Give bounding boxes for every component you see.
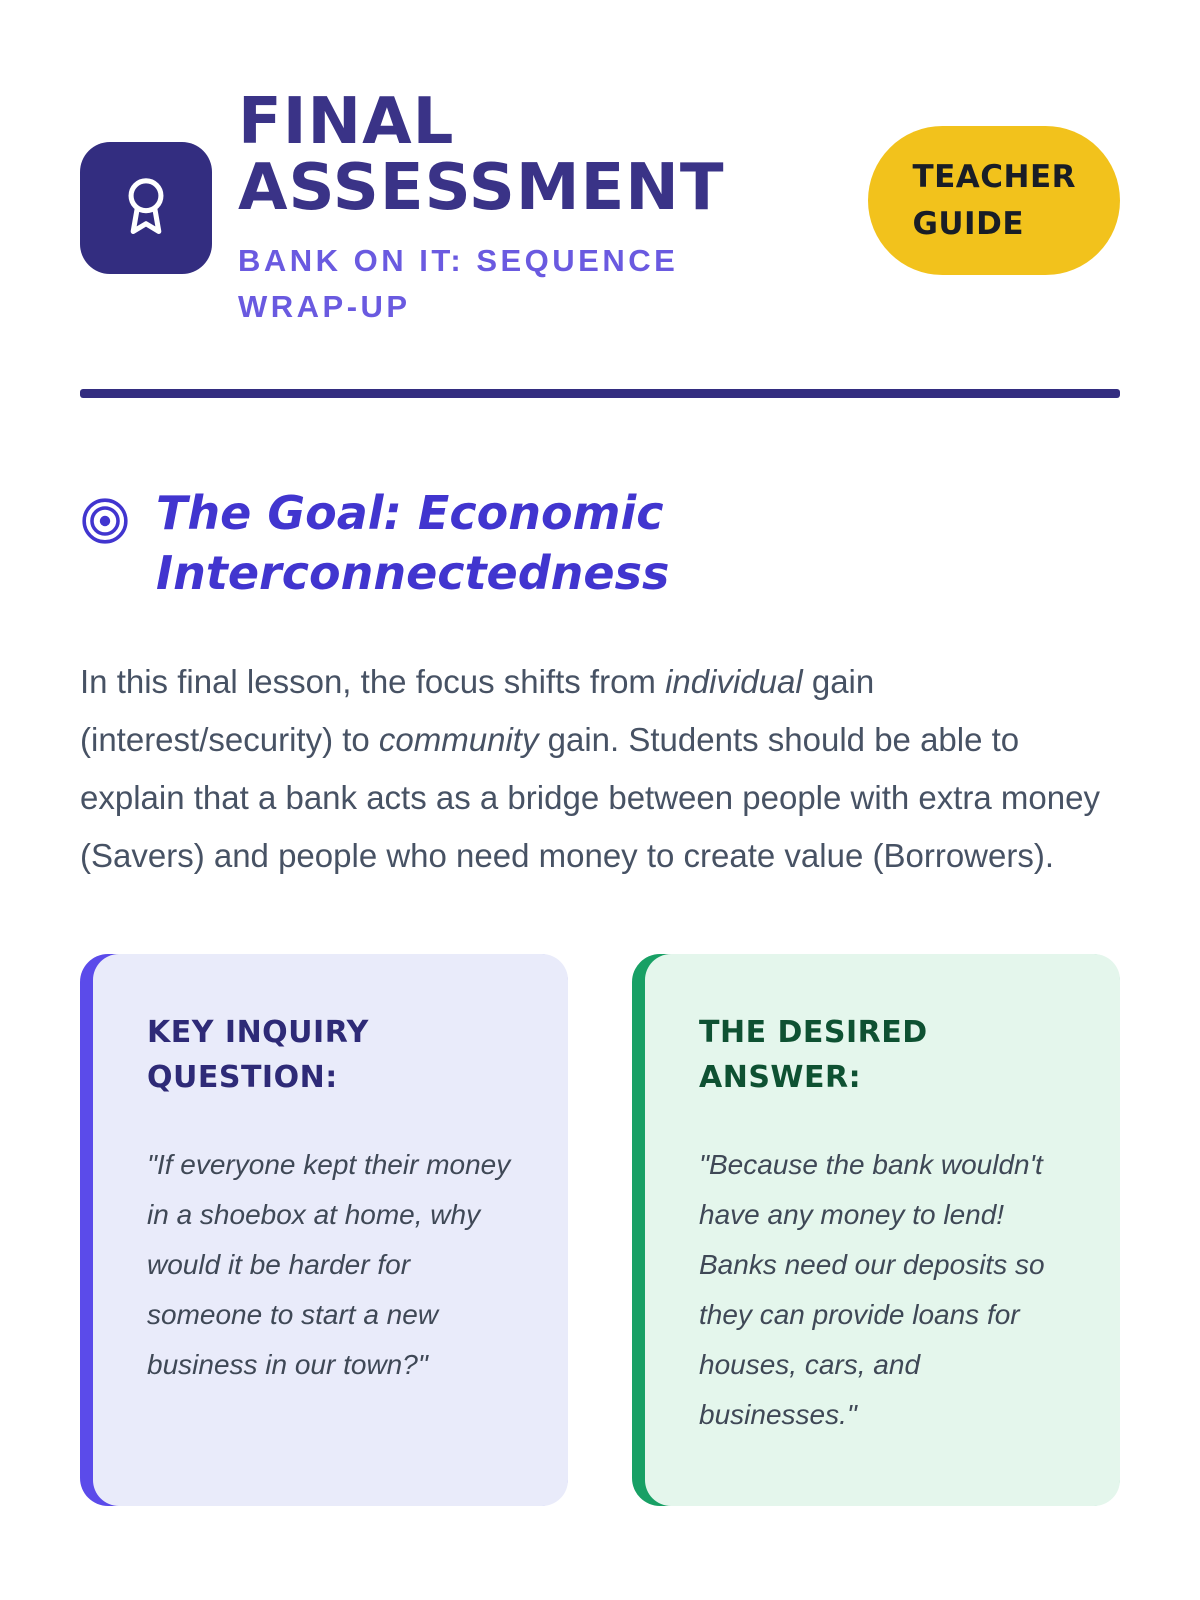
- page-title-line1: FINAL: [238, 85, 455, 159]
- goal-heading: The Goal: Economic Interconnectedness: [156, 485, 670, 600]
- desired-answer-card-inner: [645, 954, 1120, 1506]
- desired-answer-body: "Because the bank wouldn't have any money to lend! Banks need our deposits so they can provide loans for houses, cars, and businesses.": [699, 1149, 1045, 1430]
- intro-part3: gain. Students should be able to explain that a bank acts as a bridge between people with extra money (Savers) and people who need money to create value (Borrowers).: [80, 721, 1100, 874]
- divider: [80, 389, 1120, 398]
- goal-section: [80, 484, 1120, 604]
- page-title-line2: ASSESSMENT: [238, 150, 725, 225]
- key-inquiry-card-inner: [93, 954, 568, 1506]
- key-inquiry-card: [80, 954, 568, 1506]
- page-subtitle: BANK ON IT: SEQUENCE WRAP-UP: [238, 242, 679, 325]
- cards-row: [80, 954, 1120, 1506]
- header: [80, 85, 1120, 331]
- key-inquiry-body: "If everyone kept their money in a shoebox at home, why would it be harder for someone to start a new business in our town?": [147, 1149, 511, 1380]
- award-icon-box: [80, 142, 212, 274]
- desired-answer-title: THE DESIRED ANSWER:: [699, 1015, 928, 1096]
- desired-answer-card: [632, 954, 1120, 1506]
- teacher-guide-badge-text: [912, 154, 1076, 247]
- header-text: [238, 85, 783, 331]
- intro-part2: gain (interest/security) to: [80, 663, 875, 759]
- intro-paragraph: [80, 653, 1120, 884]
- intro-part1: In this final lesson, the focus shifts from: [80, 663, 666, 701]
- page-title: [238, 85, 783, 225]
- award-ribbon-icon: [114, 173, 178, 243]
- badge-line2: GUIDE: [912, 205, 1024, 242]
- intro-italic-community: community: [378, 721, 539, 759]
- teacher-guide-badge: [868, 126, 1120, 275]
- badge-line1: TEACHER: [912, 159, 1076, 195]
- key-inquiry-title: KEY INQUIRY QUESTION:: [147, 1015, 369, 1096]
- intro-italic-individual: individual: [665, 663, 803, 701]
- target-icon: [80, 496, 130, 546]
